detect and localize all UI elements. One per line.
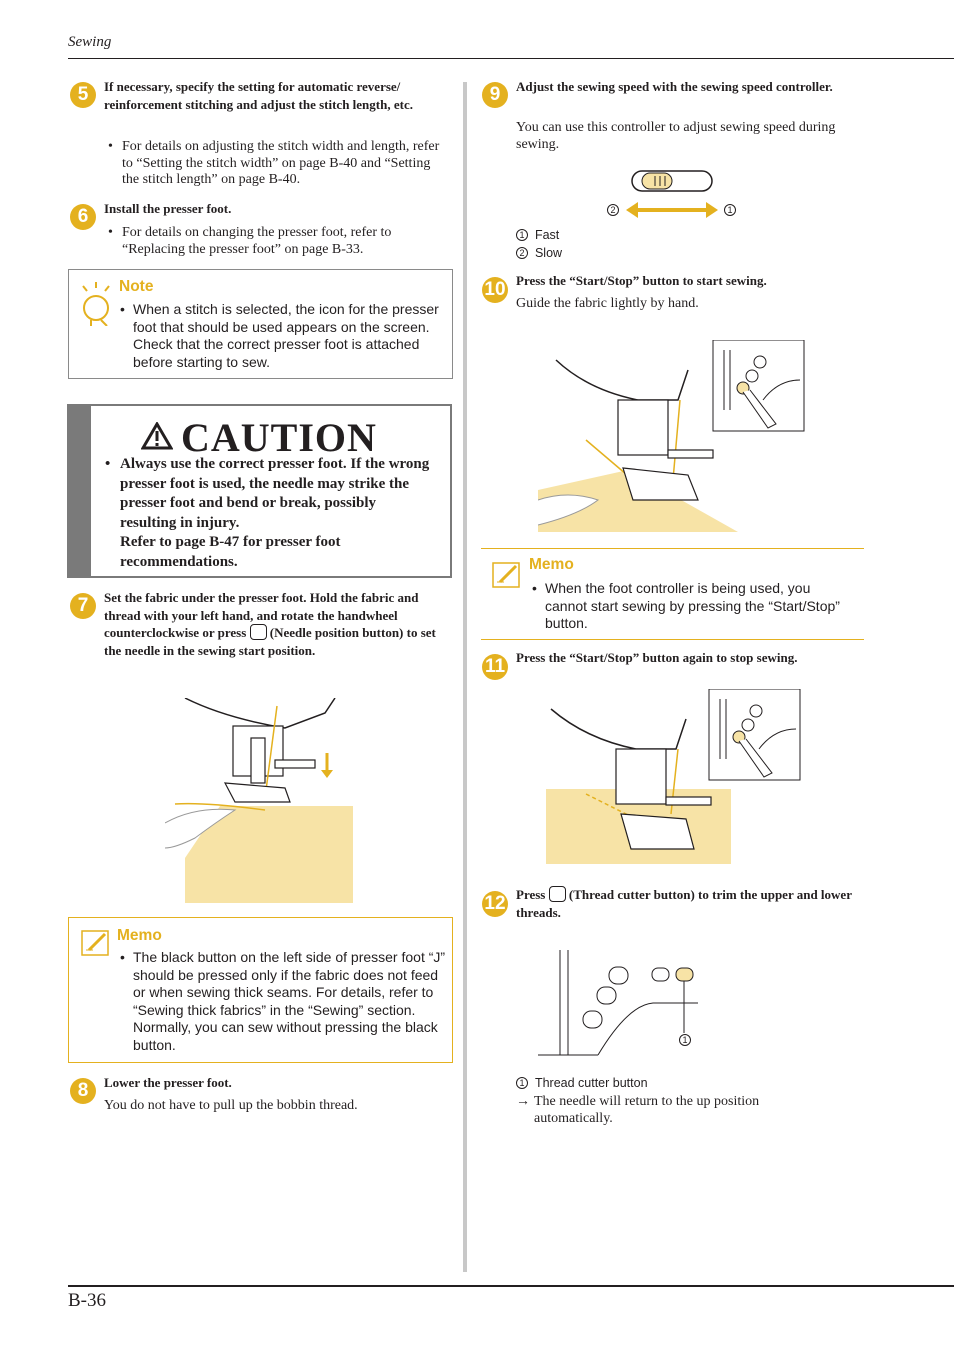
step-number-6: 6 <box>70 204 96 230</box>
speed-controller-illustration <box>600 168 730 224</box>
thread-cutter-caption: 1 Thread cutter button <box>516 1076 648 1090</box>
lightbulb-icon <box>79 282 113 326</box>
step-9-title: Adjust the sewing speed with the sewing speed controller. <box>516 79 833 94</box>
fabric-under-presser-foot-illustration <box>165 698 353 903</box>
note-box <box>68 269 453 379</box>
step-number-12: 12 <box>482 891 508 917</box>
page-number: B-36 <box>68 1290 106 1311</box>
start-sewing-illustration <box>538 340 806 532</box>
caution-text: • Always use the correct presser foot. If the wrong presser foot is used, the needle may strike the presser foot and bend or break, possibly resulting in injury. Refer to page B-47 for presser foot recommendations. <box>105 456 430 570</box>
note-text: • When a stitch is selected, the icon for the presser foot that should be used appears on the screen. Check that the correct presser foot is attached before starting to sew. <box>119 301 449 371</box>
memo-left-title: Memo <box>117 927 162 944</box>
speed-label-2: 2 <box>607 204 619 216</box>
memo-pencil-icon <box>492 562 522 588</box>
caution-line-2: Refer to page B-47 for presser foot recommendations. <box>120 534 341 570</box>
memo-pencil-icon <box>81 930 111 956</box>
step-number-5: 5 <box>70 82 96 108</box>
step-number-7: 7 <box>70 593 96 619</box>
stop-sewing-illustration <box>546 689 802 864</box>
running-header: Sewing <box>68 34 112 50</box>
step-10-body: Guide the fabric lightly by hand. <box>516 296 699 311</box>
step-7-title-part-a: Set the fabric under the presser foot. Hold the fabric and thread with your left hand, and rotate the handwheel counterclockwise or press <box>104 590 419 640</box>
step-8-title: Lower the presser foot. <box>104 1075 232 1090</box>
step-10-title: Press the “Start/Stop” button to start sewing. <box>516 273 767 288</box>
memo-box-left <box>68 917 453 1063</box>
warning-triangle-icon <box>141 422 173 450</box>
header-rule <box>68 58 954 59</box>
thread-cutter-button-icon <box>549 886 566 902</box>
step-12-title-part-a: Press <box>516 887 546 902</box>
speed-caption-slow: 2 Slow <box>516 246 562 260</box>
caution-line-1: Always use the correct presser foot. If the wrong presser foot is used, the needle may strike the presser foot and bend or break, possibly resulting in injury. <box>120 456 430 531</box>
note-title: Note <box>119 278 154 295</box>
step-number-10: 10 <box>482 277 508 303</box>
step-12-title-part-b: (Thread cutter button) to trim the upper and lower threads. <box>516 887 852 920</box>
step-12-result-text: The needle will return to the up position automatically. <box>534 1094 760 1126</box>
thread-cutter-label-1: 1 <box>679 1034 691 1046</box>
speed-label-1: 1 <box>724 204 736 216</box>
step-12-title <box>516 886 861 921</box>
step-9-body: You can use this controller to adjust sewing speed during sewing. <box>516 120 836 152</box>
step-number-9: 9 <box>482 82 508 108</box>
step-12-result <box>516 1094 816 1127</box>
step-7-title-part-b: (Needle position button) to set the needle in the sewing start position. <box>104 625 436 658</box>
step-5-bullet: • For details on adjusting the stitch width and length, refer to “Setting the stitch width” on page B-40 and “Setting the stitch length” on page B-40. <box>104 139 449 189</box>
step-5-title: If necessary, specify the setting for automatic reverse/ reinforcement stitching and adjust the stitch length, etc. <box>104 79 413 112</box>
step-11-title: Press the “Start/Stop” button again to stop sewing. <box>516 650 798 665</box>
memo-left-text: • The black button on the left side of presser foot “J” should be pressed only if the fabric does not feed or when sewing thick seams. For details, refer to “Sewing thick fabrics” in the “Sewing” section. Normally, you can sew without pressing the black button. <box>119 949 449 1054</box>
step-6-title: Install the presser foot. <box>104 201 232 216</box>
memo-right-title: Memo <box>529 556 574 573</box>
step-7-title <box>104 589 446 659</box>
step-8-body: You do not have to pull up the bobbin thread. <box>104 1098 358 1113</box>
speed-caption-fast: 1 Fast <box>516 228 559 242</box>
caution-title: CAUTION <box>181 415 377 460</box>
memo-right-bottom-rule <box>481 639 864 640</box>
column-divider <box>463 82 467 1272</box>
step-number-8: 8 <box>70 1078 96 1104</box>
thread-cutter-illustration <box>538 945 700 1057</box>
caution-box <box>67 404 452 578</box>
memo-right-top-rule <box>481 548 864 549</box>
needle-position-button-icon <box>250 624 267 640</box>
step-number-11: 11 <box>482 654 508 680</box>
step-6-bullet: • For details on changing the presser foot, refer to “Replacing the presser foot” on page B-33. <box>104 225 449 258</box>
footer-rule <box>68 1285 954 1287</box>
caution-side-bar <box>69 406 91 576</box>
result-arrow: → <box>516 1094 530 1109</box>
memo-right-text: • When the foot controller is being used, you cannot start sewing by pressing the “Start/Stop” button. <box>531 580 856 633</box>
